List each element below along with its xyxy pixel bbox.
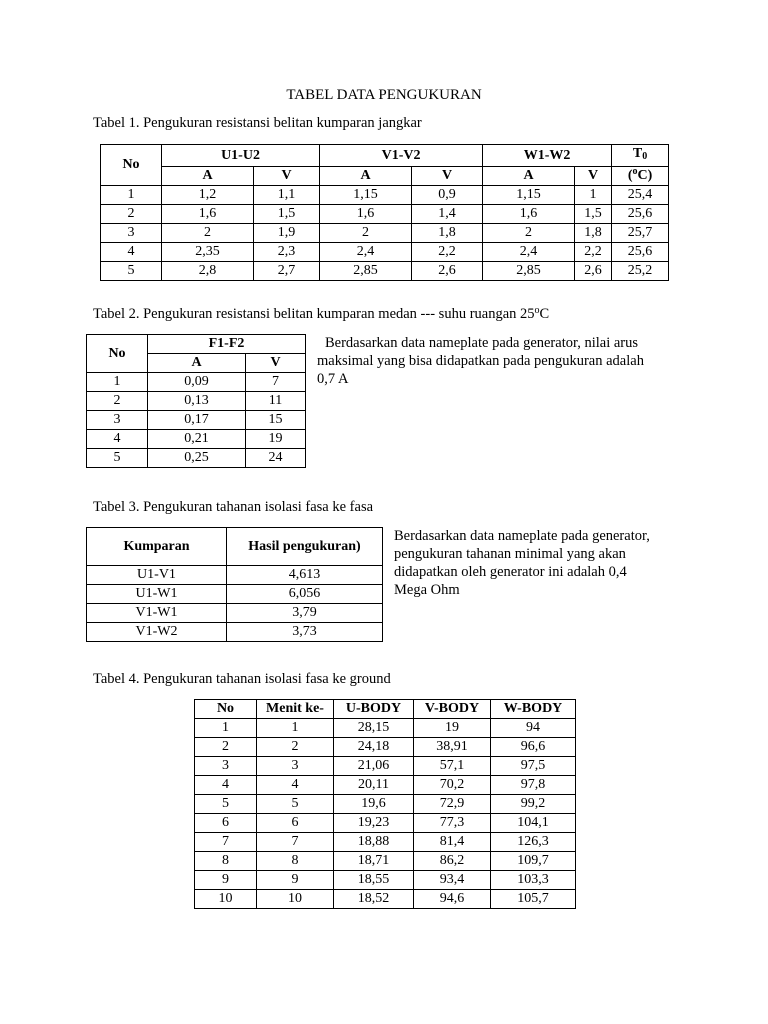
table3-cell: U1-W1	[87, 585, 227, 604]
table4-cell: 7	[257, 833, 334, 852]
table1-cell: 2,6	[575, 262, 612, 281]
note-line: 0,7 A	[317, 371, 349, 387]
table1-header-temperature: $T_0$	[612, 145, 669, 167]
note-line: Mega Ohm	[394, 582, 460, 598]
table1-cell: 2,7	[254, 262, 320, 281]
table4-cell: 8	[257, 852, 334, 871]
table2-cell: 11	[246, 392, 306, 411]
table4-cell: 77,3	[414, 814, 491, 833]
table1-header-group: U1-U2	[162, 145, 320, 167]
table4-cell: 70,2	[414, 776, 491, 795]
table4-cell: 99,2	[491, 795, 576, 814]
table3-caption: Tabel 3. Pengukuran tahanan isolasi fasa ke fasa	[93, 499, 374, 515]
table4-row	[195, 871, 576, 890]
table4-cell: 2	[195, 738, 257, 757]
table4-header: No	[195, 700, 257, 719]
table4-header: U-BODY	[334, 700, 414, 719]
table1-cell: 2,85	[483, 262, 575, 281]
table1-cell: 1,9	[254, 224, 320, 243]
table4-cell: 8	[195, 852, 257, 871]
table4-cell: 9	[195, 871, 257, 890]
table4-cell: 9	[257, 871, 334, 890]
table4-row	[195, 776, 576, 795]
table2-note	[317, 334, 677, 388]
table1-cell: 25,4	[612, 186, 669, 205]
table4-cell: 103,3	[491, 871, 576, 890]
table2-cell: 19	[246, 430, 306, 449]
table4-cell: 3	[257, 757, 334, 776]
table1-subheader: A	[162, 167, 254, 186]
table4-cell: 104,1	[491, 814, 576, 833]
table1-cell: 1,6	[162, 205, 254, 224]
table1-subheader: V	[412, 167, 483, 186]
table1-header-group: W1-W2	[483, 145, 612, 167]
table2-cell: 1	[87, 373, 148, 392]
table4-cell: 1	[257, 719, 334, 738]
table2-caption: Tabel 2. Pengukuran resistansi belitan kumparan medan --- suhu ruangan 25$^o$C	[93, 305, 550, 322]
table2-cell: 0,09	[148, 373, 246, 392]
table3	[86, 527, 383, 642]
table3-row	[87, 604, 383, 623]
note-line: pengukuran tahanan minimal yang akan	[394, 546, 626, 562]
table1-cell: 1,5	[254, 205, 320, 224]
table3-cell: V1-W1	[87, 604, 227, 623]
table3-cell: 6,056	[227, 585, 383, 604]
table4-cell: 18,88	[334, 833, 414, 852]
table1-cell: 1,4	[412, 205, 483, 224]
table1-subheader: A	[320, 167, 412, 186]
table4-cell: 38,91	[414, 738, 491, 757]
table4-cell: 19,6	[334, 795, 414, 814]
table1-row	[101, 262, 669, 281]
table4-cell: 126,3	[491, 833, 576, 852]
table4-row	[195, 795, 576, 814]
table1-row	[101, 186, 669, 205]
table4-cell: 24,18	[334, 738, 414, 757]
table2-header-group: F1-F2	[148, 335, 306, 354]
table2-cell: 0,25	[148, 449, 246, 468]
note-line: Berdasarkan data nameplate pada generator, nilai arus	[325, 335, 639, 351]
table1-cell: 1,15	[320, 186, 412, 205]
table2-row	[87, 411, 306, 430]
table1-cell: 2	[101, 205, 162, 224]
table4-row	[195, 890, 576, 909]
table4-row	[195, 833, 576, 852]
table4-row	[195, 852, 576, 871]
table4-row	[195, 814, 576, 833]
table3-cell: 3,73	[227, 623, 383, 642]
table4-cell: 7	[195, 833, 257, 852]
table1-subheader: A	[483, 167, 575, 186]
table4-cell: 97,5	[491, 757, 576, 776]
table3-header: Hasil pengukuran)	[227, 528, 383, 566]
table4-cell: 2	[257, 738, 334, 757]
table4-cell: 5	[195, 795, 257, 814]
table4-cell: 4	[257, 776, 334, 795]
table1-cell: 2,8	[162, 262, 254, 281]
table2-cell: 5	[87, 449, 148, 468]
table1-cell: 2	[320, 224, 412, 243]
table4-cell: 94,6	[414, 890, 491, 909]
table4-cell: 94	[491, 719, 576, 738]
table1-cell: 2,2	[575, 243, 612, 262]
table2-subheader: V	[246, 354, 306, 373]
table1-cell: 25,6	[612, 205, 669, 224]
table2-row	[87, 430, 306, 449]
table4-cell: 28,15	[334, 719, 414, 738]
table1-cell: 2,3	[254, 243, 320, 262]
note-line: didapatkan oleh generator ini adalah 0,4	[394, 564, 627, 580]
table3-row	[87, 623, 383, 642]
table1-cell: 2,35	[162, 243, 254, 262]
table3-cell: 3,79	[227, 604, 383, 623]
table1-subheader: V	[254, 167, 320, 186]
table4-cell: 86,2	[414, 852, 491, 871]
table1-cell: 25,6	[612, 243, 669, 262]
table4-cell: 19,23	[334, 814, 414, 833]
note-line: Berdasarkan data nameplate pada generator,	[394, 528, 650, 544]
table2-cell: 0,21	[148, 430, 246, 449]
table1-cell: 1,2	[162, 186, 254, 205]
table4-header: Menit ke-	[257, 700, 334, 719]
table1-cell: 25,2	[612, 262, 669, 281]
table4-cell: 10	[195, 890, 257, 909]
table1-subheader: V	[575, 167, 612, 186]
table3-cell: U1-V1	[87, 566, 227, 585]
table1-cell: 3	[101, 224, 162, 243]
table2-cell: 7	[246, 373, 306, 392]
table2	[86, 334, 306, 468]
table2-row	[87, 392, 306, 411]
table1-cell: 2,2	[412, 243, 483, 262]
table4-cell: 105,7	[491, 890, 576, 909]
note-line: maksimal yang bisa didapatkan pada pengukuran adalah	[317, 353, 644, 369]
table2-cell: 24	[246, 449, 306, 468]
table1-cell: 2,85	[320, 262, 412, 281]
table1-cell: 2,4	[320, 243, 412, 262]
table4-header: W-BODY	[491, 700, 576, 719]
table3-cell: 4,613	[227, 566, 383, 585]
table4-cell: 5	[257, 795, 334, 814]
table1-cell: 4	[101, 243, 162, 262]
table1	[100, 144, 669, 281]
table4-row	[195, 719, 576, 738]
table1-cell: 1	[101, 186, 162, 205]
table3-cell: V1-W2	[87, 623, 227, 642]
table4-cell: 4	[195, 776, 257, 795]
table1-cell: 1,6	[483, 205, 575, 224]
table3-row	[87, 566, 383, 585]
table4-cell: 10	[257, 890, 334, 909]
table4-cell: 96,6	[491, 738, 576, 757]
table4-cell: 81,4	[414, 833, 491, 852]
table2-row	[87, 373, 306, 392]
table4-cell: 20,11	[334, 776, 414, 795]
table4-cell: 93,4	[414, 871, 491, 890]
table2-cell: 0,13	[148, 392, 246, 411]
table1-row	[101, 205, 669, 224]
document-title: TABEL DATA PENGUKURAN	[286, 87, 482, 103]
table1-cell: 25,7	[612, 224, 669, 243]
table1-cell: 2,6	[412, 262, 483, 281]
table1-caption: Tabel 1. Pengukuran resistansi belitan kumparan jangkar	[93, 115, 422, 131]
table4-cell: 6	[257, 814, 334, 833]
table2-row	[87, 449, 306, 468]
table1-header-group: V1-V2	[320, 145, 483, 167]
table1-cell: 1	[575, 186, 612, 205]
table2-cell: 2	[87, 392, 148, 411]
table1-row	[101, 224, 669, 243]
table1-cell: 1,15	[483, 186, 575, 205]
table4-row	[195, 757, 576, 776]
table2-cell: 0,17	[148, 411, 246, 430]
table1-cell: 1,5	[575, 205, 612, 224]
table2-cell: 3	[87, 411, 148, 430]
table3-note	[394, 527, 694, 599]
table1-cell: 1,8	[412, 224, 483, 243]
table4-cell: 6	[195, 814, 257, 833]
table4-cell: 19	[414, 719, 491, 738]
table4	[194, 699, 576, 909]
table1-cell: 5	[101, 262, 162, 281]
table4-caption: Tabel 4. Pengukuran tahanan isolasi fasa ke ground	[93, 671, 391, 687]
table4-cell: 72,9	[414, 795, 491, 814]
table4-row	[195, 738, 576, 757]
table1-header-temperature-unit: ($^o$C)	[612, 167, 669, 186]
table1-row	[101, 243, 669, 262]
table1-cell: 2,4	[483, 243, 575, 262]
table4-cell: 18,52	[334, 890, 414, 909]
table4-cell: 3	[195, 757, 257, 776]
table2-subheader: A	[148, 354, 246, 373]
table1-header-no: No	[101, 145, 162, 186]
table4-cell: 18,55	[334, 871, 414, 890]
table1-cell: 1,8	[575, 224, 612, 243]
table4-cell: 18,71	[334, 852, 414, 871]
table2-cell: 4	[87, 430, 148, 449]
table4-cell: 57,1	[414, 757, 491, 776]
table1-cell: 2	[162, 224, 254, 243]
table1-cell: 2	[483, 224, 575, 243]
table3-header: Kumparan	[87, 528, 227, 566]
table1-cell: 1,6	[320, 205, 412, 224]
table4-cell: 109,7	[491, 852, 576, 871]
table4-cell: 97,8	[491, 776, 576, 795]
table4-header: V-BODY	[414, 700, 491, 719]
table3-row	[87, 585, 383, 604]
table1-cell: 1,1	[254, 186, 320, 205]
table1-cell: 0,9	[412, 186, 483, 205]
table2-cell: 15	[246, 411, 306, 430]
table4-cell: 21,06	[334, 757, 414, 776]
table4-cell: 1	[195, 719, 257, 738]
table2-header-no: No	[87, 335, 148, 373]
